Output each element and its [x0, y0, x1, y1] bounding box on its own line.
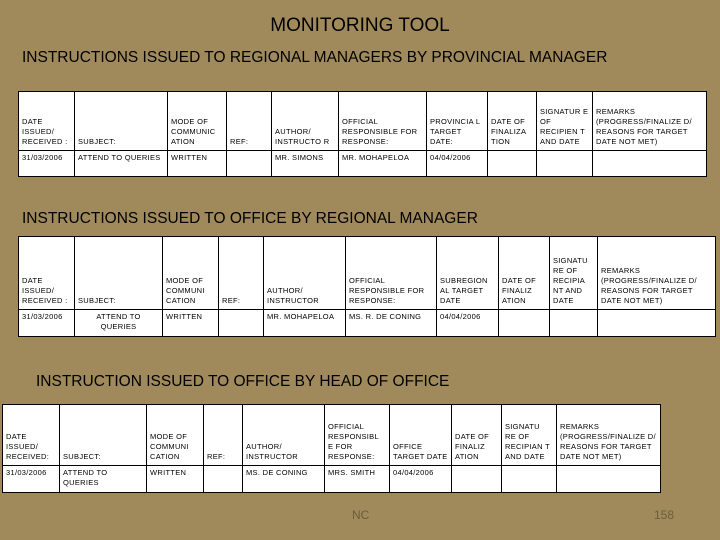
- header-target-date: SUBREGION AL TARGET DATE: [437, 237, 499, 310]
- cell-finalization: [452, 466, 502, 493]
- cell-ref: [204, 466, 243, 493]
- header-mode: MODE OF COMMUNI CATION: [147, 405, 204, 466]
- header-date: DATE ISSUED/ RECEIVED :: [19, 237, 75, 310]
- section3-heading: INSTRUCTION ISSUED TO OFFICE BY HEAD OF OFFICE: [36, 373, 450, 390]
- cell-date: 31/03/2006: [19, 310, 75, 337]
- header-mode: MODE OF COMMUNIC ATION: [168, 92, 227, 151]
- cell-date: 31/03/2006: [19, 151, 75, 177]
- header-official: OFFICIAL RESPONSIBLE FOR RESPONSE:: [346, 237, 437, 310]
- header-target-date: OFFICE TARGET DATE: [390, 405, 452, 466]
- cell-mode: WRITTEN: [168, 151, 227, 177]
- cell-author: MS. DE CONING: [243, 466, 325, 493]
- header-author: AUTHOR/ INSTRUCTOR: [264, 237, 346, 310]
- cell-signature: [537, 151, 593, 177]
- header-signature: SIGNATUR E OF RECIPIEN T AND DATE: [537, 92, 593, 151]
- header-remarks: REMARKS (PROGRESS/FINALIZE D/ REASONS FOR TARGET DATE NOT MET): [598, 237, 716, 310]
- section1-heading: INSTRUCTIONS ISSUED TO REGIONAL MANAGERS BY PROVINCIAL MANAGER: [22, 49, 608, 66]
- cell-official: MS. R. DE CONING: [346, 310, 437, 337]
- header-official: OFFICIAL RESPONSIBLE FOR RESPONSE:: [339, 92, 427, 151]
- header-finalization: DATE OF FINALIZ ATION: [499, 237, 550, 310]
- header-target-date: PROVINCIA L TARGET DATE:: [427, 92, 488, 151]
- header-ref: REF:: [204, 405, 243, 466]
- cell-official: MRS. SMITH: [325, 466, 390, 493]
- cell-subject: ATTEND TO QUERIES: [75, 151, 168, 177]
- header-date: DATE ISSUED/ RECEIVED :: [19, 92, 75, 151]
- cell-target-date: 04/04/2006: [390, 466, 452, 493]
- cell-target-date: 04/04/2006: [427, 151, 488, 177]
- page-number: 158: [654, 508, 675, 522]
- section3-table: [2, 404, 661, 493]
- cell-remarks: [593, 151, 707, 177]
- header-signature: SIGNATU RE OF RECIPIAN T AND DATE: [502, 405, 557, 466]
- cell-finalization: [499, 310, 550, 337]
- section1-table: [18, 91, 707, 177]
- header-subject: SUBJECT:: [75, 237, 163, 310]
- cell-ref: [227, 151, 272, 177]
- section2-heading: INSTRUCTIONS ISSUED TO OFFICE BY REGIONAL MANAGER: [22, 210, 478, 227]
- cell-ref: [219, 310, 264, 337]
- cell-subject: ATTEND TO QUERIES: [60, 466, 147, 493]
- footer-label: NC: [352, 508, 370, 522]
- header-signature: SIGNATU RE OF RECIPIA NT AND DATE: [550, 237, 598, 310]
- cell-signature: [502, 466, 557, 493]
- cell-author: MR. SIMONS: [272, 151, 339, 177]
- header-remarks: REMARKS (PROGRESS/FINALIZE D/ REASONS FOR TARGET DATE NOT MET): [557, 405, 661, 466]
- header-mode: MODE OF COMMUNI CATION: [163, 237, 219, 310]
- header-official: OFFICIAL RESPONSIBL E FOR RESPONSE:: [325, 405, 390, 466]
- page-title: MONITORING TOOL: [270, 15, 450, 36]
- cell-target-date: 04/04/2006: [437, 310, 499, 337]
- header-date: DATE ISSUED/ RECEIVED:: [3, 405, 60, 466]
- cell-signature: [550, 310, 598, 337]
- header-subject: SUBJECT:: [75, 92, 168, 151]
- section2-table: [18, 236, 716, 337]
- header-remarks: REMARKS (PROGRESS/FINALIZE D/ REASONS FOR TARGET DATE NOT MET): [593, 92, 707, 151]
- cell-date: 31/03/2006: [3, 466, 60, 493]
- header-ref: REF:: [227, 92, 272, 151]
- cell-mode: WRITTEN: [163, 310, 219, 337]
- cell-mode: WRITTEN: [147, 466, 204, 493]
- header-author: AUTHOR/ INSTRUCTO R: [272, 92, 339, 151]
- header-ref: REF:: [219, 237, 264, 310]
- header-author: AUTHOR/ INSTRUCTOR: [243, 405, 325, 466]
- header-finalization: DATE OF FINALIZ ATION: [452, 405, 502, 466]
- cell-remarks: [598, 310, 716, 337]
- cell-finalization: [488, 151, 537, 177]
- header-subject: SUBJECT:: [60, 405, 147, 466]
- cell-author: MR. MOHAPELOA: [264, 310, 346, 337]
- cell-subject: ATTEND TO QUERIES: [75, 310, 163, 337]
- cell-official: MR. MOHAPELOA: [339, 151, 427, 177]
- cell-remarks: [557, 466, 661, 493]
- header-finalization: DATE OF FINALIZA TION: [488, 92, 537, 151]
